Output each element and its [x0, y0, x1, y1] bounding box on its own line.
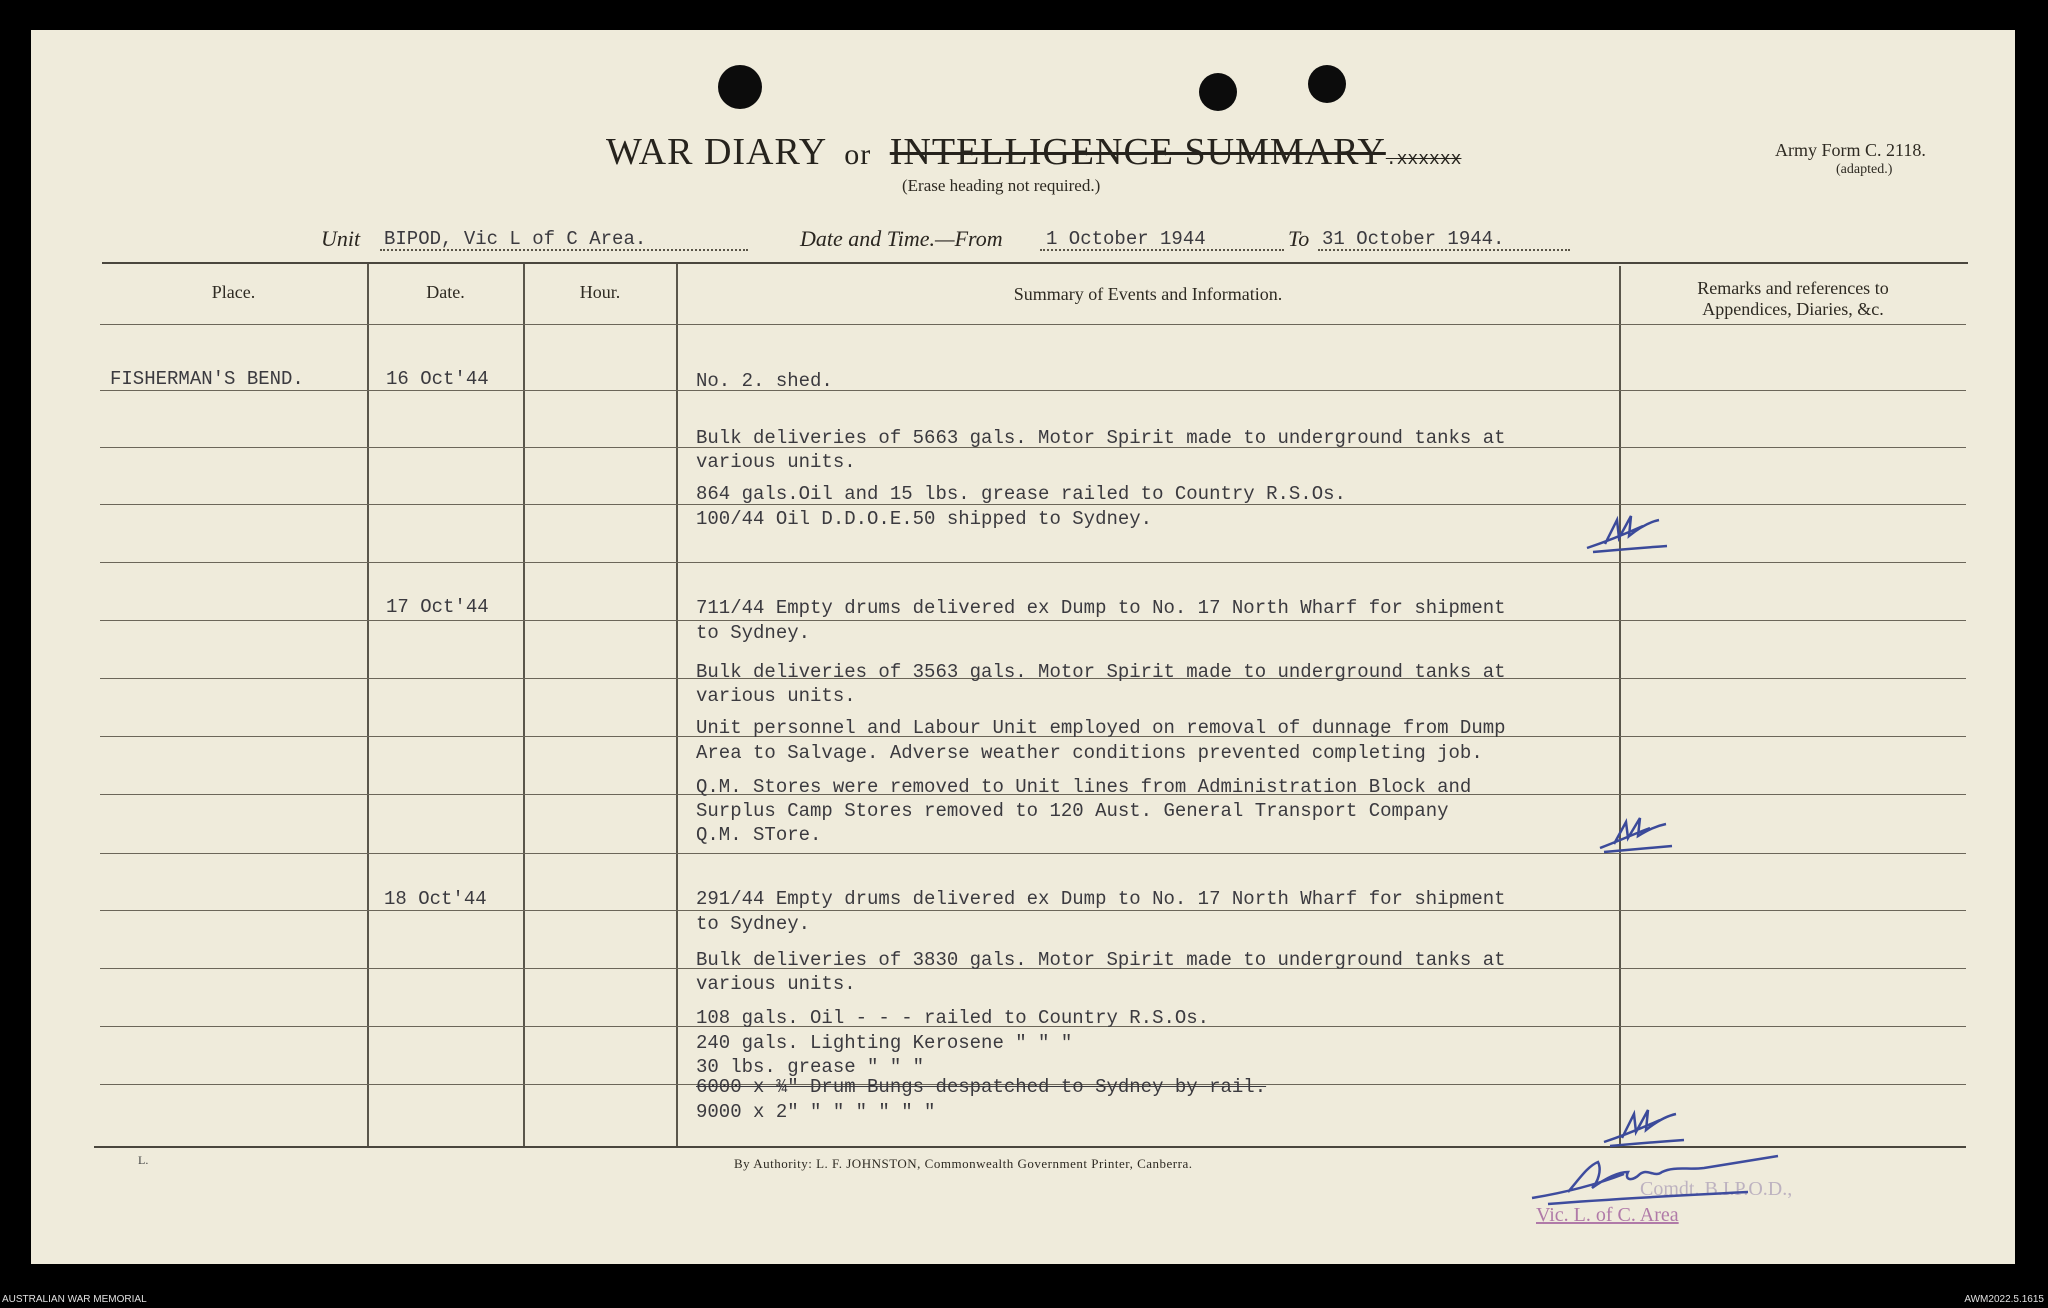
- summary-line: 9000 x 2" " " " " " ": [696, 1101, 936, 1123]
- title-or: or: [844, 138, 872, 171]
- title-struck-intelligence-summary: INTELLIGENCE SUMMARY: [889, 131, 1386, 173]
- table-top-rule: [102, 262, 1968, 264]
- col-head-remarks-line1: Remarks and references to: [1697, 278, 1889, 298]
- summary-line: 100/44 Oil D.D.O.E.50 shipped to Sydney.: [696, 508, 1153, 530]
- form-title: [606, 130, 1461, 174]
- to-label: To: [1288, 226, 1310, 251]
- initials-signature-17-oct: [1598, 812, 1678, 856]
- summary-line: various units.: [696, 973, 856, 995]
- summary-line: Bulk deliveries of 3830 gals. Motor Spirit made to underground tanks at: [696, 949, 1506, 971]
- col-head-hour: Hour.: [579, 282, 621, 302]
- to-date-value: 31 October 1944.: [1322, 228, 1505, 250]
- punch-hole-right: [1308, 65, 1346, 103]
- summary-line: Q.M. STore.: [696, 824, 822, 846]
- form-footer-mark: L.: [138, 1153, 149, 1167]
- date-16-oct: 16 Oct'44: [386, 368, 489, 390]
- summary-line-struck: 6000 x ¾" Drum Bungs despatched to Sydney by rail.: [696, 1076, 1267, 1098]
- title-strike-marks: .xxxxxx: [1385, 150, 1462, 170]
- erase-note: (Erase heading not required.): [902, 176, 1101, 195]
- date-18-oct: 18 Oct'44: [384, 888, 487, 910]
- caption-right: AWM2022.5.1615: [1964, 1294, 2044, 1305]
- column-rule-date: [523, 264, 525, 1146]
- summary-line: Area to Salvage. Adverse weather conditions prevented completing job.: [696, 742, 1483, 764]
- summary-line: various units.: [696, 685, 856, 707]
- unit-value: BIPOD, Vic L of C Area.: [384, 228, 647, 250]
- column-rule-place: [367, 264, 369, 1146]
- punch-hole-left: [718, 65, 762, 109]
- stamp-line-2: Vic. L. of C. Area: [1536, 1204, 1679, 1226]
- summary-line: 108 gals. Oil - - - railed to Country R.S.Os.: [696, 1007, 1210, 1029]
- summary-line: 291/44 Empty drums delivered ex Dump to No. 17 North Wharf for shipment: [696, 888, 1506, 910]
- ruled-line: [100, 324, 1966, 325]
- army-form-adapted: (adapted.): [1836, 162, 1893, 177]
- army-form-number: Army Form C. 2118.: [1775, 140, 1926, 160]
- ruled-line: [100, 562, 1966, 563]
- ruled-line: [100, 853, 1966, 854]
- col-head-summary: Summary of Events and Information.: [1013, 284, 1283, 304]
- summary-line: Bulk deliveries of 3563 gals. Motor Spirit made to underground tanks at: [696, 661, 1506, 683]
- summary-line: No. 2. shed.: [696, 370, 833, 392]
- printer-authority: By Authority: L. F. JOHNSTON, Commonwealth Government Printer, Canberra.: [734, 1156, 1193, 1171]
- title-war-diary: WAR DIARY: [606, 131, 826, 173]
- ruled-line: [100, 910, 1966, 911]
- column-rule-hour: [676, 264, 678, 1146]
- col-head-place: Place.: [211, 282, 256, 302]
- initials-signature-16-oct: [1585, 508, 1675, 556]
- unit-label: Unit: [321, 226, 361, 251]
- ruled-line: [100, 390, 1966, 391]
- place-fishermans-bend: FISHERMAN'S BEND.: [110, 368, 304, 390]
- ruled-line: [100, 620, 1966, 621]
- summary-line: 711/44 Empty drums delivered ex Dump to No. 17 North Wharf for shipment: [696, 597, 1506, 619]
- summary-line: 864 gals.Oil and 15 lbs. grease railed to Country R.S.Os.: [696, 483, 1346, 505]
- column-rule-summary: [1619, 266, 1621, 1146]
- commandant-signature: [1528, 1148, 1788, 1208]
- initials-signature-18-oct: [1602, 1102, 1692, 1150]
- summary-line: to Sydney.: [696, 622, 811, 644]
- summary-line: to Sydney.: [696, 913, 811, 935]
- summary-line: Bulk deliveries of 5663 gals. Motor Spirit made to underground tanks at: [696, 427, 1506, 449]
- summary-line: 240 gals. Lighting Kerosene " " ": [696, 1032, 1073, 1054]
- punch-hole-middle: [1199, 73, 1237, 111]
- summary-line: 30 lbs. grease " " ": [696, 1056, 925, 1078]
- summary-line: Surplus Camp Stores removed to 120 Aust. General Transport Company: [696, 800, 1449, 822]
- date-17-oct: 17 Oct'44: [386, 596, 489, 618]
- summary-line: various units.: [696, 451, 856, 473]
- stamp-line-1: Comdt. B.I.P.O.D.,: [1640, 1178, 1793, 1200]
- summary-line: Unit personnel and Labour Unit employed on removal of dunnage from Dump: [696, 717, 1506, 739]
- col-head-date: Date.: [426, 282, 465, 302]
- col-head-remarks-line2: Appendices, Diaries, &c.: [1702, 299, 1884, 319]
- summary-line: Q.M. Stores were removed to Unit lines from Administration Block and: [696, 776, 1472, 798]
- from-date-value: 1 October 1944: [1046, 228, 1206, 250]
- caption-left: AUSTRALIAN WAR MEMORIAL: [2, 1294, 147, 1305]
- date-time-label: Date and Time.—From: [800, 226, 1003, 251]
